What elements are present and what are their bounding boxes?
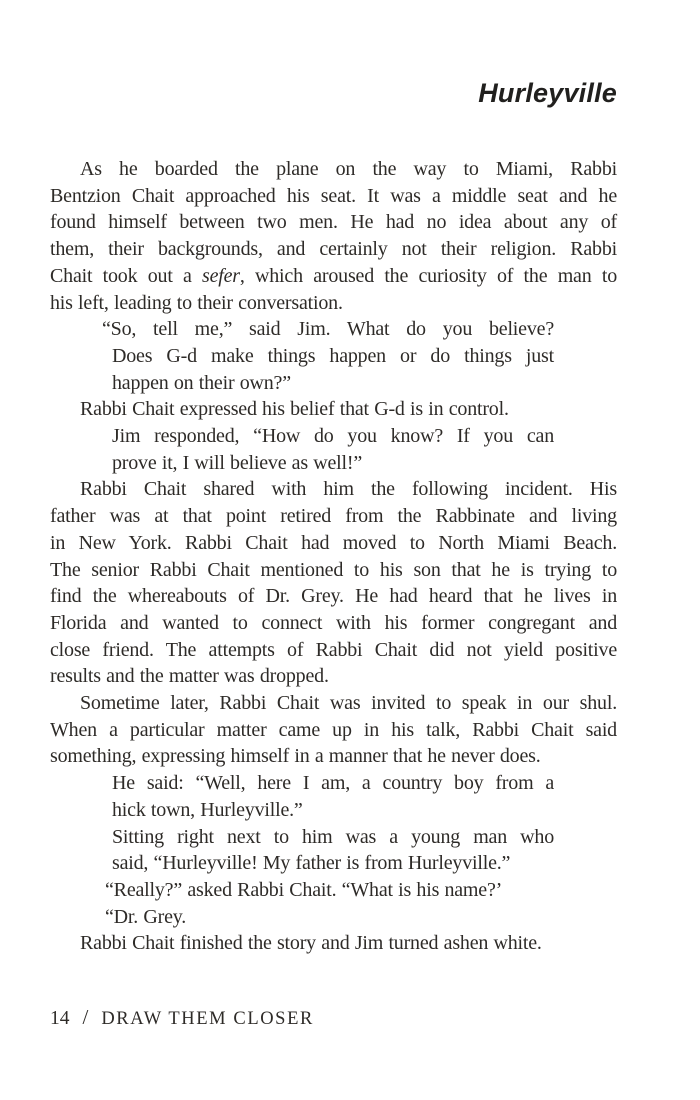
text-line: something, expressing himself in a manner that he never does.: [50, 745, 541, 768]
text-line: Sometime later, Rabbi Chait was invited to speak in our shul.: [80, 692, 617, 715]
running-footer: [50, 1005, 617, 1030]
text-line: find the whereabouts of Dr. Grey. He had heard that he lives in: [50, 585, 617, 608]
text-line: Bentzion Chait approached his seat. It was a middle seat and he: [50, 184, 617, 207]
text-line: found himself between two men. He had no idea about any of: [50, 211, 617, 234]
text-line: close friend. The attempts of Rabbi Chait did not yield positive: [50, 638, 617, 661]
paragraph: [50, 930, 617, 957]
text-line: Rabbi Chait expressed his belief that G-d is in control.: [80, 398, 509, 421]
dialogue-paragraph: [112, 770, 554, 823]
footer-separator: /: [82, 1005, 89, 1030]
text-line: his left, leading to their conversation.: [50, 291, 343, 314]
dialogue-paragraph: [102, 316, 554, 396]
text-line: prove it, I will believe as well!”: [112, 451, 362, 474]
text-line: father was at that point retired from the Rabbinate and living: [50, 505, 617, 528]
text-line: Rabbi Chait shared with him the following incident. His: [80, 478, 617, 501]
text-line: Jim responded, “How do you know? If you can: [112, 425, 554, 448]
text-line: said, “Hurleyville! My father is from Hurleyville.”: [112, 852, 511, 875]
paragraph: [50, 156, 617, 316]
text-line: When a particular matter came up in his talk, Rabbi Chait said: [50, 718, 617, 741]
text-line: “Dr. Grey.: [105, 905, 187, 928]
paragraph: [50, 690, 617, 770]
text-line: Chait took out a sefer, which aroused the curiosity of the man to: [50, 264, 618, 287]
paragraph: [50, 476, 617, 690]
text-line: results and the matter was dropped.: [50, 665, 329, 688]
text-line: Rabbi Chait finished the story and Jim turned ashen white.: [80, 932, 542, 955]
text-line: Does G-d make things happen or do things just: [112, 344, 554, 367]
running-header: [50, 76, 617, 110]
chapter-title: Hurleyville: [478, 78, 617, 108]
book-title: DRAW THEM CLOSER: [101, 1009, 314, 1030]
text-line: “So, tell me,” said Jim. What do you believe?: [102, 318, 554, 341]
text-line: happen on their own?”: [112, 371, 291, 394]
text-line: “Really?” asked Rabbi Chait. “What is his name?’: [105, 878, 503, 901]
text-line: The senior Rabbi Chait mentioned to his son that he is trying to: [50, 558, 617, 581]
text-line: Sitting right next to him was a young man who: [112, 825, 554, 848]
text-line: As he boarded the plane on the way to Miami, Rabbi: [80, 158, 617, 180]
dialogue-paragraph: [112, 824, 554, 877]
text-line: He said: “Well, here I am, a country boy from a: [112, 772, 554, 795]
paragraph: [50, 396, 617, 423]
text-line: in New York. Rabbi Chait had moved to North Miami Beach.: [50, 531, 617, 554]
dialogue-paragraph: [112, 423, 554, 476]
dialogue-paragraph: [105, 877, 554, 930]
text-line: Florida and wanted to connect with his former congregant and: [50, 611, 617, 634]
page-number: 14: [50, 1008, 70, 1030]
page-body: [50, 156, 617, 957]
text-line: them, their backgrounds, and certainly not their religion. Rabbi: [50, 238, 617, 261]
text-line: hick town, Hurleyville.”: [112, 798, 303, 821]
